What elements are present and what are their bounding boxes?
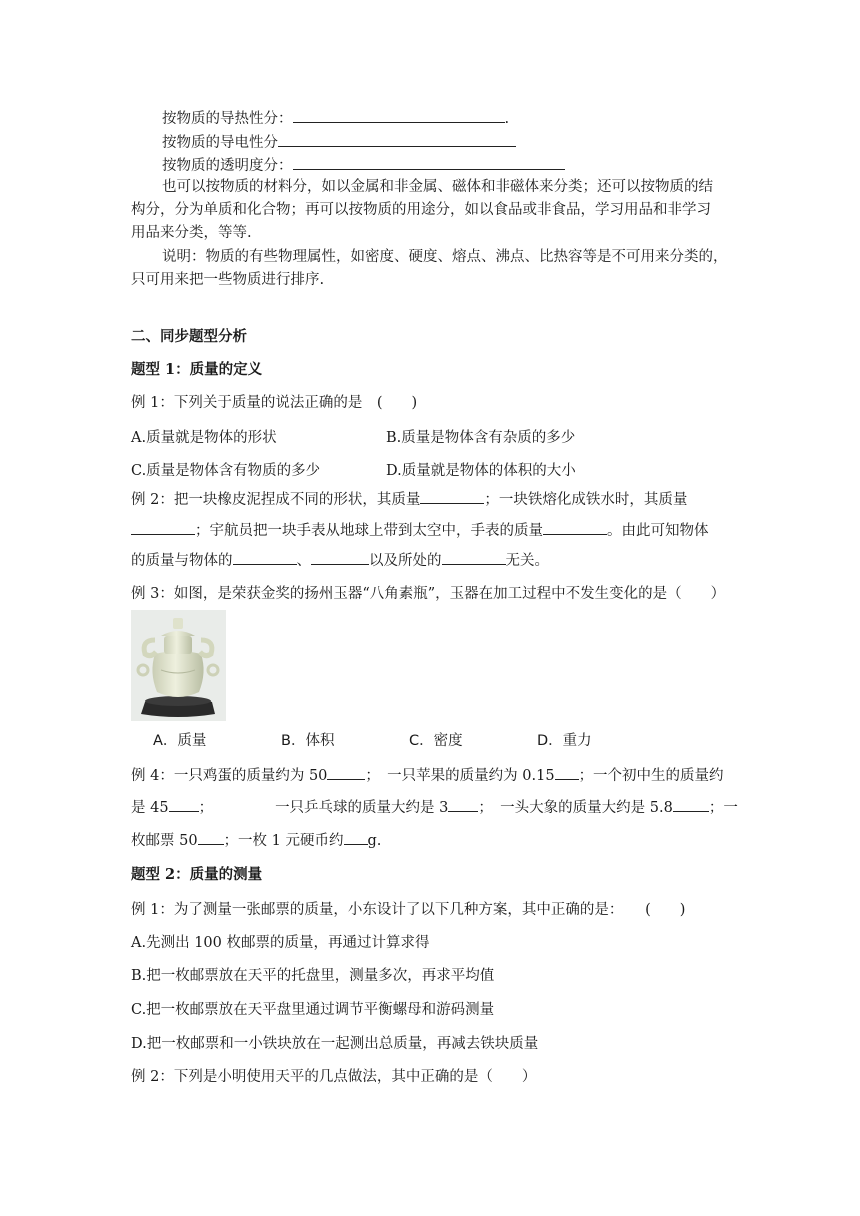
ex4-text: ； 一头大象的质量大约是 5.8 bbox=[478, 800, 673, 816]
type1-ex3-option-a[interactable]: A．质量 bbox=[153, 733, 207, 749]
type1-ex4-line1 bbox=[131, 765, 724, 786]
type1-ex1-option-b[interactable]: B.质量是物体含有杂质的多少 bbox=[386, 430, 576, 446]
transparency-label: 按物质的透明度分： bbox=[162, 158, 293, 174]
para2-line2: 只可用来把一些物质进行排序. bbox=[131, 272, 325, 288]
type1-ex1-option-a[interactable]: A.质量就是物体的形状 bbox=[131, 430, 277, 446]
type2-ex1-option-c[interactable]: C.把一枚邮票放在天平盘里通过调节平衡螺母和游码测量 bbox=[131, 1002, 495, 1018]
type1-ex4-line3 bbox=[131, 830, 381, 851]
type2-ex1-stem: 例 1：为了测量一张邮票的质量，小东设计了以下几种方案，其中正确的是： ( ) bbox=[131, 902, 686, 918]
ex4-text: ； bbox=[198, 800, 214, 816]
electrical-blank[interactable] bbox=[278, 132, 516, 147]
type1-ex1-stem: 例 1：下列关于质量的说法正确的是 ( ) bbox=[131, 395, 418, 411]
ex4-text: 例 4：一只鸡蛋的质量约为 50 bbox=[131, 768, 328, 784]
ex2-text: 例 2：把一块橡皮泥捏成不同的形状，其质量 bbox=[131, 492, 421, 508]
transparency-line bbox=[162, 155, 565, 176]
section-title: 二、同步题型分析 bbox=[131, 328, 247, 345]
ex4-blank-4[interactable] bbox=[448, 797, 478, 812]
type2-title: 题型 2：质量的测量 bbox=[131, 866, 263, 883]
para2-line1: 说明：物质的有些物理属性，如密度、硬度、熔点、沸点、比热容等是不可用来分类的， bbox=[162, 249, 728, 265]
ex4-text: ；一 bbox=[708, 800, 738, 816]
ex4-blank-7[interactable] bbox=[344, 830, 368, 845]
type1-ex1-option-c[interactable]: C.质量是物体含有物质的多少 bbox=[131, 463, 321, 479]
type2-ex1-option-a[interactable]: A.先测出 100 枚邮票的质量，再通过计算求得 bbox=[131, 935, 430, 951]
ex4-blank-6[interactable] bbox=[198, 830, 224, 845]
ex2-text: 。由此可知物体 bbox=[607, 523, 709, 539]
ex4-text: ；一枚 1 元硬币约 bbox=[223, 833, 344, 849]
type1-ex3-stem: 例 3：如图，是荣获金奖的扬州玉器“八角素瓶”，玉器在加工过程中不发生变化的是（ ） bbox=[131, 586, 726, 602]
ex2-text: 、 bbox=[296, 553, 311, 569]
ex4-text: 是 45 bbox=[131, 800, 169, 816]
ex4-blank-5[interactable] bbox=[673, 797, 709, 812]
ex4-text: ；一个初中生的质量约 bbox=[578, 768, 724, 784]
type1-ex2-line1 bbox=[131, 489, 687, 510]
type1-ex2-line3 bbox=[131, 550, 549, 571]
ex2-text: 的质量与物体的 bbox=[131, 553, 233, 569]
ex2-blank-5[interactable] bbox=[311, 550, 369, 565]
transparency-blank[interactable] bbox=[293, 155, 565, 170]
para1-line2: 构分，分为单质和化合物；再可以按物质的用途分，如以食品或非食品，学习用品和非学习 bbox=[131, 202, 711, 218]
ex4-blank-2[interactable] bbox=[555, 765, 579, 780]
type1-ex2-line2 bbox=[131, 520, 709, 541]
ex4-text: 枚邮票 50 bbox=[131, 833, 198, 849]
ex2-blank-2[interactable] bbox=[131, 520, 195, 535]
jade-vase-image bbox=[131, 610, 226, 721]
ex4-text: ； 一只苹果的质量约为 0.15 bbox=[365, 768, 555, 784]
ex2-blank-1[interactable] bbox=[420, 489, 484, 504]
para1-line3: 用品来分类，等等. bbox=[131, 225, 252, 241]
ex4-blank-1[interactable] bbox=[327, 765, 365, 780]
vase-illustration bbox=[131, 610, 226, 721]
ex4-text: g. bbox=[367, 833, 382, 849]
thermal-end: . bbox=[504, 111, 510, 127]
para1-line1: 也可以按物质的材料分，如以金属和非金属、磁体和非磁体来分类；还可以按物质的结 bbox=[162, 179, 713, 195]
type2-ex2-stem: 例 2：下列是小明使用天平的几点做法，其中正确的是（ ） bbox=[131, 1069, 537, 1085]
type1-title: 题型 1：质量的定义 bbox=[131, 361, 263, 378]
ex4-text: 一只乒乓球的质量大约是 3 bbox=[275, 800, 449, 816]
type1-ex1-option-d[interactable]: D.质量就是物体的体积的大小 bbox=[386, 463, 576, 479]
ex2-text: ；一块铁熔化成铁水时，其质量 bbox=[484, 492, 688, 508]
thermal-blank[interactable] bbox=[293, 108, 505, 123]
ex2-blank-6[interactable] bbox=[442, 550, 506, 565]
type1-ex3-option-b[interactable]: B．体积 bbox=[281, 733, 335, 749]
electrical-label: 按物质的导电性分 bbox=[162, 135, 278, 151]
type1-ex4-line2 bbox=[131, 797, 738, 818]
electrical-line bbox=[162, 132, 516, 153]
type1-ex3-option-c[interactable]: C．密度 bbox=[409, 733, 463, 749]
ex2-text: 无关。 bbox=[505, 553, 549, 569]
thermal-line bbox=[162, 108, 509, 129]
type2-ex1-option-d[interactable]: D.把一枚邮票和一小铁块放在一起测出总质量，再减去铁块质量 bbox=[131, 1036, 539, 1052]
ex2-blank-3[interactable] bbox=[543, 520, 607, 535]
type2-ex1-option-b[interactable]: B.把一枚邮票放在天平的托盘里，测量多次，再求平均值 bbox=[131, 968, 495, 984]
thermal-label: 按物质的导热性分： bbox=[162, 111, 293, 127]
type1-ex3-option-d[interactable]: D．重力 bbox=[537, 733, 592, 749]
ex2-text: 以及所处的 bbox=[369, 553, 442, 569]
ex2-blank-4[interactable] bbox=[233, 550, 297, 565]
ex2-text: ；宇航员把一块手表从地球上带到太空中，手表的质量 bbox=[195, 523, 543, 539]
ex4-blank-3[interactable] bbox=[169, 797, 199, 812]
